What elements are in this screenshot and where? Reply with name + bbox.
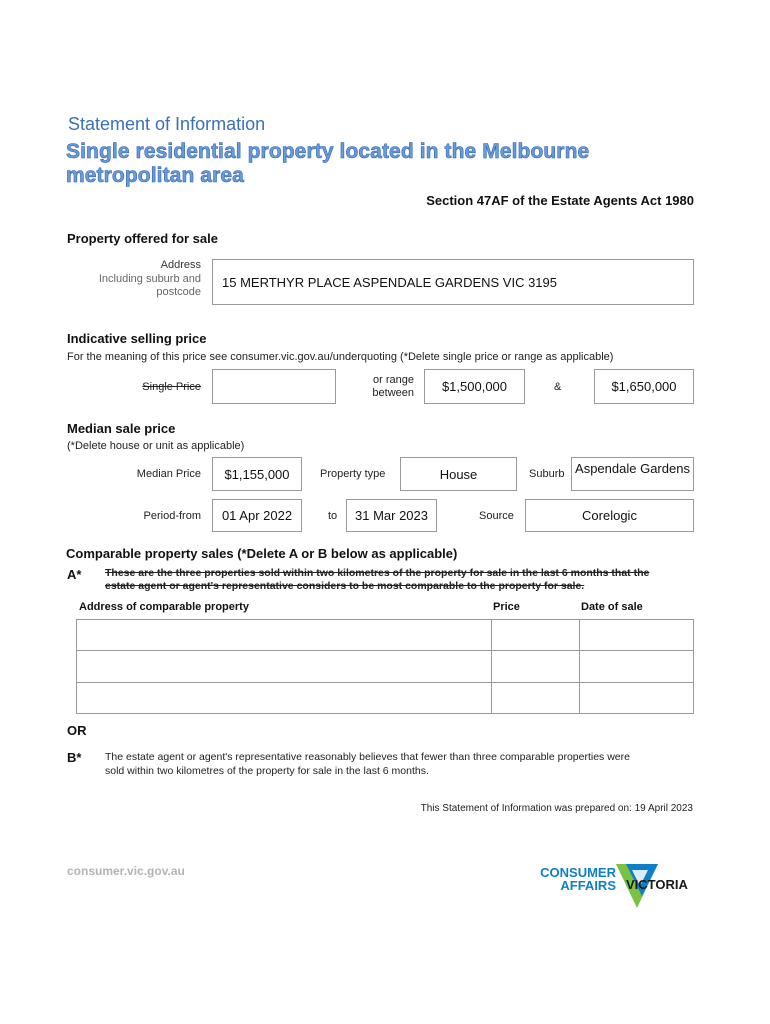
document-kicker: Statement of Information (68, 114, 266, 134)
address-sublabel-2: postcode (156, 286, 201, 298)
single-price-field[interactable] (212, 369, 336, 404)
source-label: Source (479, 510, 514, 522)
median-price-label: Median Price (136, 468, 201, 480)
table-col-divider (491, 619, 492, 714)
col-header-date: Date of sale (581, 601, 643, 613)
indicative-heading: Indicative selling price (67, 331, 207, 346)
logo-text-victoria: VICTORIA (626, 877, 688, 892)
table-row-divider (76, 682, 694, 683)
range-low-value: $1,500,000 (441, 379, 508, 394)
address-value: 15 MERTHYR PLACE ASPENDALE GARDENS VIC 3195 (222, 274, 557, 290)
option-b-text (105, 750, 630, 778)
range-label-1: or range (373, 374, 414, 386)
median-heading: Median sale price (67, 421, 176, 436)
median-note: (*Delete house or unit as applicable) (67, 440, 245, 452)
prepared-date: This Statement of Information was prepared on: 19 April 2023 (420, 803, 693, 814)
period-from-field[interactable] (212, 499, 302, 532)
comparable-table (76, 619, 694, 714)
option-a-text-2: estate agent or agent's representative considers to be most comparable to the property for sale. (105, 580, 585, 592)
option-a-text-1: These are the three properties sold within two kilometres of the property for sale in the last 6 months that the (105, 567, 650, 579)
range-label (350, 374, 414, 400)
address-label-group (60, 259, 201, 300)
period-from-value: 01 Apr 2022 (221, 508, 293, 523)
address-field[interactable] (212, 259, 694, 305)
median-price-field[interactable] (212, 457, 302, 491)
address-label: Address (160, 259, 201, 271)
logo-text-consumer-affairs (532, 866, 616, 892)
source-field[interactable] (525, 499, 694, 532)
footer-url: consumer.vic.gov.au (67, 864, 185, 878)
option-a-marker: A* (67, 567, 82, 582)
title-line-2: metropolitan area (66, 164, 244, 187)
median-price-value: $1,155,000 (224, 466, 290, 482)
option-a-text (105, 567, 649, 593)
property-type-field[interactable] (400, 457, 517, 491)
logo-line-2: AFFAIRS (560, 878, 616, 893)
document-title (66, 140, 626, 188)
period-from-label: Period-from (143, 510, 201, 522)
period-to-value: 31 Mar 2023 (355, 508, 428, 523)
address-sublabel-1: Including suburb and (98, 272, 201, 285)
option-b-text-1: The estate agent or agent's representative reasonably believes that fewer than three comparable properties were (105, 751, 630, 763)
property-heading: Property offered for sale (67, 231, 218, 246)
title-line-1: Single residential property located in the Melbourne (66, 140, 590, 163)
suburb-label: Suburb (529, 468, 565, 480)
range-high-field[interactable] (594, 369, 694, 404)
consumer-affairs-victoria-logo (530, 862, 698, 912)
or-label: OR (67, 723, 87, 738)
single-price-label: Single Price (142, 381, 201, 393)
indicative-note: For the meaning of this price see consumer.vic.gov.au/underquoting (*Delete single price or range as applicable) (67, 351, 614, 363)
act-reference: Section 47AF of the Estate Agents Act 1980 (426, 193, 694, 208)
period-to-label: to (328, 510, 338, 522)
table-row-divider (76, 650, 694, 651)
col-header-price: Price (493, 601, 520, 613)
suburb-field[interactable] (571, 457, 694, 491)
range-label-2: between (372, 387, 414, 399)
range-high-value: $1,650,000 (611, 379, 677, 394)
suburb-value: Aspendale Gardens (575, 461, 690, 476)
range-ampersand: & (554, 381, 562, 393)
table-col-divider (579, 619, 580, 714)
source-value: Corelogic (582, 508, 637, 523)
option-b-text-2: sold within two kilometres of the property for sale in the last 6 months. (105, 765, 429, 777)
col-header-address: Address of comparable property (79, 601, 249, 613)
comparable-heading: Comparable property sales (*Delete A or B below as applicable) (66, 546, 458, 561)
option-b-marker: B* (67, 750, 82, 765)
period-to-field[interactable] (346, 499, 437, 532)
property-type-value: House (439, 466, 478, 482)
property-type-label: Property type (320, 468, 386, 480)
logo-line-1: CONSUMER (540, 865, 616, 880)
range-low-field[interactable] (424, 369, 525, 404)
